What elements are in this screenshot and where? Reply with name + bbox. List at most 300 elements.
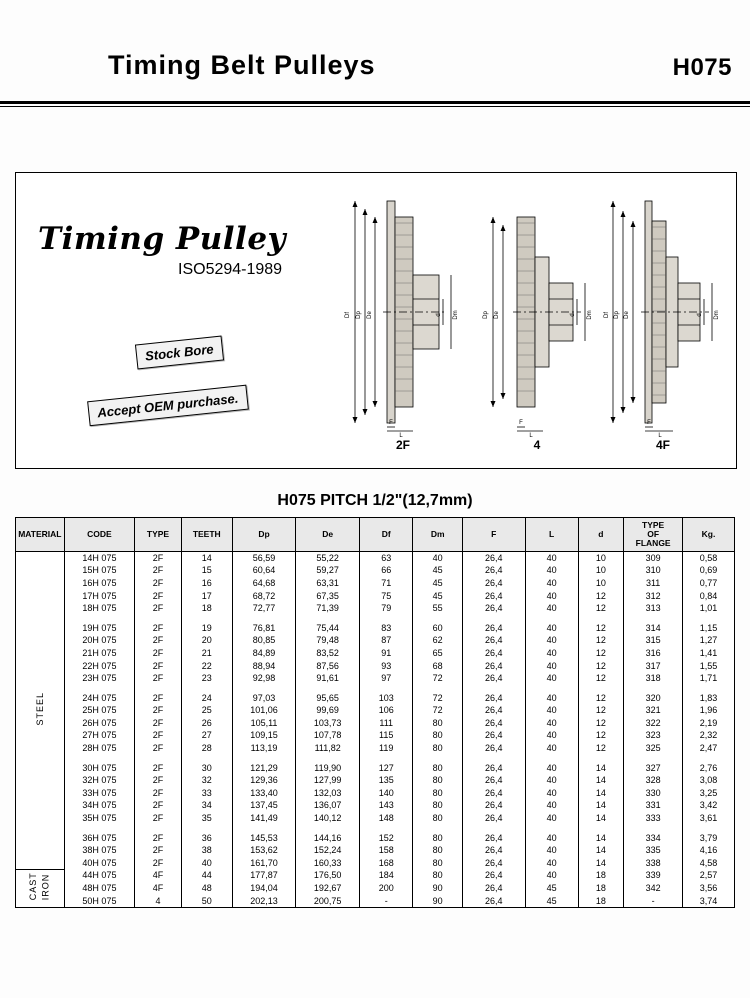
cell-teeth: 35 [181, 812, 232, 825]
cell-teeth: 17 [181, 590, 232, 603]
cell-type: 2F [135, 774, 182, 787]
cell-type: 2F [135, 762, 182, 775]
cell-flange: 330 [624, 787, 683, 800]
table-row [16, 634, 735, 647]
spacer-cell [64, 825, 134, 832]
spacer-cell [360, 685, 413, 692]
cell-l: 40 [525, 717, 578, 730]
cell-df: 158 [360, 844, 413, 857]
cell-flange: 314 [624, 622, 683, 635]
header-d: d [578, 518, 624, 552]
svg-text:d: d [697, 313, 703, 317]
drawing-4 [477, 187, 597, 457]
cell-teeth: 34 [181, 799, 232, 812]
product-code: H075 [672, 54, 732, 81]
technical-drawings [341, 187, 729, 457]
cell-d: 12 [578, 647, 624, 660]
cell-d: 12 [578, 660, 624, 673]
spacer-cell [683, 825, 735, 832]
cell-d: 14 [578, 774, 624, 787]
cell-l: 40 [525, 672, 578, 685]
table-row [16, 812, 735, 825]
spacer-cell [181, 685, 232, 692]
cell-teeth: 38 [181, 844, 232, 857]
cell-type: 2F [135, 799, 182, 812]
cell-flange: 311 [624, 577, 683, 590]
spec-table [15, 517, 735, 908]
cell-l: 40 [525, 704, 578, 717]
cell-dm: 80 [413, 717, 462, 730]
spacer-cell [360, 825, 413, 832]
cell-l: 40 [525, 812, 578, 825]
spacer-cell [683, 755, 735, 762]
header-teeth: TEETH [181, 518, 232, 552]
svg-text:De: De [367, 311, 373, 319]
cell-teeth: 30 [181, 762, 232, 775]
cell-df: 127 [360, 762, 413, 775]
spacer-cell [232, 685, 296, 692]
cell-kg: 2,57 [683, 869, 735, 882]
cell-f: 26,4 [462, 729, 525, 742]
cell-flange: 315 [624, 634, 683, 647]
cell-l: 40 [525, 692, 578, 705]
cell-flange: - [624, 895, 683, 908]
cell-code: 35H 075 [64, 812, 134, 825]
cell-kg: 1,41 [683, 647, 735, 660]
cell-f: 26,4 [462, 717, 525, 730]
cell-code: 26H 075 [64, 717, 134, 730]
cell-code: 30H 075 [64, 762, 134, 775]
header-divider-thin [0, 106, 750, 107]
cell-de: 103,73 [296, 717, 360, 730]
cell-teeth: 23 [181, 672, 232, 685]
table-row [16, 564, 735, 577]
spacer-cell [296, 615, 360, 622]
cell-dp: 121,29 [232, 762, 296, 775]
cell-d: 12 [578, 729, 624, 742]
cell-kg: 2,32 [683, 729, 735, 742]
cell-d: 12 [578, 634, 624, 647]
cell-l: 40 [525, 774, 578, 787]
cell-f: 26,4 [462, 704, 525, 717]
cell-de: 79,48 [296, 634, 360, 647]
cell-teeth: 48 [181, 882, 232, 895]
cell-de: 55,22 [296, 551, 360, 564]
header-divider [0, 101, 750, 104]
spacer-cell [296, 825, 360, 832]
spacer-cell [462, 685, 525, 692]
cell-df: 63 [360, 551, 413, 564]
cell-df: 115 [360, 729, 413, 742]
cell-code: 27H 075 [64, 729, 134, 742]
cell-df: 184 [360, 869, 413, 882]
cell-type: 2F [135, 577, 182, 590]
cell-de: 63,31 [296, 577, 360, 590]
spacer-cell [296, 755, 360, 762]
cell-l: 40 [525, 647, 578, 660]
cell-f: 26,4 [462, 869, 525, 882]
cell-d: 14 [578, 762, 624, 775]
cell-dp: 64,68 [232, 577, 296, 590]
cell-teeth: 50 [181, 895, 232, 908]
cell-f: 26,4 [462, 692, 525, 705]
cell-de: 136,07 [296, 799, 360, 812]
cell-de: 192,67 [296, 882, 360, 895]
header-flange-line3: FLANGE [635, 537, 671, 548]
cell-f: 26,4 [462, 742, 525, 755]
drawing-4-label: 4 [533, 438, 541, 452]
cell-dp: 68,72 [232, 590, 296, 603]
spacer-cell [578, 825, 624, 832]
svg-text:d: d [436, 313, 442, 317]
cell-dp: 113,19 [232, 742, 296, 755]
spacer-cell [578, 685, 624, 692]
cell-dm: 65 [413, 647, 462, 660]
cell-dp: 105,11 [232, 717, 296, 730]
cell-de: 140,12 [296, 812, 360, 825]
cell-type: 4F [135, 869, 182, 882]
cell-dp: 133,40 [232, 787, 296, 800]
spacer-cell [64, 685, 134, 692]
cell-type: 2F [135, 832, 182, 845]
cell-df: 71 [360, 577, 413, 590]
spec-table-wrapper [15, 517, 735, 908]
cell-flange: 309 [624, 551, 683, 564]
spacer-cell [525, 755, 578, 762]
cell-code: 32H 075 [64, 774, 134, 787]
cell-df: 152 [360, 832, 413, 845]
spacer-cell [232, 615, 296, 622]
stock-bore-tag: Stock Bore [135, 336, 224, 370]
cell-dp: 177,87 [232, 869, 296, 882]
table-row [16, 787, 735, 800]
header-type: TYPE [135, 518, 182, 552]
spacer-cell [413, 615, 462, 622]
cell-dm: 90 [413, 882, 462, 895]
cell-l: 40 [525, 799, 578, 812]
cell-f: 26,4 [462, 564, 525, 577]
cell-type: 4F [135, 882, 182, 895]
cell-l: 40 [525, 844, 578, 857]
cell-code: 36H 075 [64, 832, 134, 845]
cell-flange: 320 [624, 692, 683, 705]
spacer-cell [462, 825, 525, 832]
cell-de: 87,56 [296, 660, 360, 673]
svg-text:d: d [570, 313, 576, 317]
table-row [16, 857, 735, 870]
cell-dm: 80 [413, 832, 462, 845]
drawing-4f-label: 4F [655, 438, 670, 452]
cell-de: 132,03 [296, 787, 360, 800]
cell-dp: 92,98 [232, 672, 296, 685]
cell-flange: 321 [624, 704, 683, 717]
cell-flange: 318 [624, 672, 683, 685]
svg-text:L: L [529, 433, 533, 437]
cell-f: 26,4 [462, 762, 525, 775]
cell-flange: 327 [624, 762, 683, 775]
cell-df: 97 [360, 672, 413, 685]
cell-dp: 153,62 [232, 844, 296, 857]
cell-dm: 80 [413, 869, 462, 882]
header-dm: Dm [413, 518, 462, 552]
spacer-cell [624, 825, 683, 832]
cell-teeth: 16 [181, 577, 232, 590]
cell-kg: 1,01 [683, 602, 735, 615]
cell-l: 40 [525, 787, 578, 800]
cell-code: 14H 075 [64, 551, 134, 564]
cell-dm: 55 [413, 602, 462, 615]
cell-flange: 339 [624, 869, 683, 882]
cell-type: 2F [135, 692, 182, 705]
cell-dm: 72 [413, 704, 462, 717]
cell-kg: 4,16 [683, 844, 735, 857]
cell-f: 26,4 [462, 622, 525, 635]
cell-type: 2F [135, 742, 182, 755]
cell-dm: 80 [413, 857, 462, 870]
cell-de: 176,50 [296, 869, 360, 882]
cell-type: 2F [135, 844, 182, 857]
table-row [16, 895, 735, 908]
cell-code: 24H 075 [64, 692, 134, 705]
cell-teeth: 19 [181, 622, 232, 635]
cell-df: - [360, 895, 413, 908]
cell-kg: 3,56 [683, 882, 735, 895]
cell-f: 26,4 [462, 832, 525, 845]
cell-teeth: 24 [181, 692, 232, 705]
spacer-cell [181, 615, 232, 622]
cell-kg: 3,08 [683, 774, 735, 787]
cell-dm: 80 [413, 762, 462, 775]
cell-kg: 0,58 [683, 551, 735, 564]
cell-teeth: 25 [181, 704, 232, 717]
drawing-4-svg [477, 187, 597, 437]
table-row [16, 717, 735, 730]
cell-kg: 3,25 [683, 787, 735, 800]
cell-l: 45 [525, 882, 578, 895]
svg-text:Df: Df [345, 312, 351, 318]
cell-df: 200 [360, 882, 413, 895]
svg-text:F: F [647, 420, 651, 426]
oem-purchase-tag: Accept OEM purchase. [87, 385, 248, 427]
cell-dp: 194,04 [232, 882, 296, 895]
svg-text:Dm: Dm [587, 310, 593, 320]
cell-teeth: 33 [181, 787, 232, 800]
cell-dp: 129,36 [232, 774, 296, 787]
cell-l: 40 [525, 762, 578, 775]
cell-flange: 322 [624, 717, 683, 730]
spacer-cell [296, 685, 360, 692]
table-row [16, 762, 735, 775]
cell-f: 26,4 [462, 787, 525, 800]
cell-de: 200,75 [296, 895, 360, 908]
header-f: F [462, 518, 525, 552]
cell-dp: 60,64 [232, 564, 296, 577]
svg-text:Dp: Dp [614, 311, 620, 319]
cell-dm: 80 [413, 787, 462, 800]
spacer-cell [624, 685, 683, 692]
cell-dp: 80,85 [232, 634, 296, 647]
cell-d: 18 [578, 869, 624, 882]
cell-code: 21H 075 [64, 647, 134, 660]
cell-f: 26,4 [462, 551, 525, 564]
table-row [16, 742, 735, 755]
cell-type: 2F [135, 704, 182, 717]
cell-df: 93 [360, 660, 413, 673]
cell-flange: 316 [624, 647, 683, 660]
cell-dm: 80 [413, 812, 462, 825]
cell-type: 2F [135, 634, 182, 647]
cell-type: 2F [135, 729, 182, 742]
cell-d: 18 [578, 882, 624, 895]
header-flange-line2: OF [647, 528, 660, 539]
spacer-cell [683, 685, 735, 692]
cell-df: 143 [360, 799, 413, 812]
cell-flange: 312 [624, 590, 683, 603]
cell-code: 17H 075 [64, 590, 134, 603]
cell-df: 111 [360, 717, 413, 730]
cell-dm: 45 [413, 577, 462, 590]
cell-flange: 328 [624, 774, 683, 787]
cell-l: 40 [525, 742, 578, 755]
cell-dm: 62 [413, 634, 462, 647]
cell-teeth: 21 [181, 647, 232, 660]
header-material: MATERIAL [16, 518, 65, 552]
spacer-cell [360, 755, 413, 762]
cell-de: 99,69 [296, 704, 360, 717]
spacer-cell [181, 755, 232, 762]
cell-dp: 145,53 [232, 832, 296, 845]
cell-d: 10 [578, 551, 624, 564]
standard-label: ISO5294-1989 [178, 261, 283, 278]
cell-dm: 72 [413, 692, 462, 705]
cell-df: 119 [360, 742, 413, 755]
cell-df: 106 [360, 704, 413, 717]
cell-l: 40 [525, 869, 578, 882]
cell-l: 40 [525, 729, 578, 742]
table-spacer-row [16, 615, 735, 622]
cell-kg: 3,74 [683, 895, 735, 908]
spacer-cell [624, 755, 683, 762]
cell-d: 14 [578, 857, 624, 870]
svg-text:Dp: Dp [483, 311, 489, 319]
cell-flange: 334 [624, 832, 683, 845]
cell-de: 95,65 [296, 692, 360, 705]
table-row [16, 672, 735, 685]
cell-l: 40 [525, 660, 578, 673]
cell-df: 66 [360, 564, 413, 577]
cell-dp: 88,94 [232, 660, 296, 673]
cell-kg: 3,42 [683, 799, 735, 812]
cell-df: 140 [360, 787, 413, 800]
cell-f: 26,4 [462, 895, 525, 908]
cell-df: 83 [360, 622, 413, 635]
cell-dp: 97,03 [232, 692, 296, 705]
cell-code: 16H 075 [64, 577, 134, 590]
cell-df: 91 [360, 647, 413, 660]
spacer-cell [135, 615, 182, 622]
table-spacer-row [16, 825, 735, 832]
cell-d: 10 [578, 564, 624, 577]
cell-code: 44H 075 [64, 869, 134, 882]
table-row [16, 774, 735, 787]
cell-dm: 80 [413, 774, 462, 787]
header-dp: Dp [232, 518, 296, 552]
header-l: L [525, 518, 578, 552]
spec-table-head [16, 518, 735, 552]
cell-flange: 325 [624, 742, 683, 755]
spacer-cell [413, 685, 462, 692]
cell-d: 14 [578, 844, 624, 857]
drawing-2f [343, 187, 463, 457]
cell-de: 119,90 [296, 762, 360, 775]
cell-de: 59,27 [296, 564, 360, 577]
cell-l: 45 [525, 895, 578, 908]
cell-type: 2F [135, 672, 182, 685]
cell-type: 2F [135, 647, 182, 660]
table-row [16, 882, 735, 895]
header-flange-type [624, 518, 683, 552]
table-row [16, 844, 735, 857]
svg-text:Dm: Dm [453, 310, 459, 320]
cell-dm: 60 [413, 622, 462, 635]
cell-de: 152,24 [296, 844, 360, 857]
cell-d: 12 [578, 602, 624, 615]
cell-f: 26,4 [462, 799, 525, 812]
cell-kg: 0,69 [683, 564, 735, 577]
spacer-cell [525, 615, 578, 622]
cell-de: 83,52 [296, 647, 360, 660]
cell-d: 14 [578, 832, 624, 845]
cell-dp: 161,70 [232, 857, 296, 870]
cell-material [16, 551, 65, 869]
spacer-cell [232, 755, 296, 762]
cell-type: 2F [135, 590, 182, 603]
svg-text:Dp: Dp [356, 311, 362, 319]
cell-dp: 137,45 [232, 799, 296, 812]
cell-dp: 109,15 [232, 729, 296, 742]
cell-flange: 342 [624, 882, 683, 895]
spacer-cell [525, 685, 578, 692]
cell-f: 26,4 [462, 577, 525, 590]
cell-type: 2F [135, 717, 182, 730]
cell-teeth: 27 [181, 729, 232, 742]
svg-text:De: De [494, 311, 500, 319]
table-row [16, 647, 735, 660]
spec-table-body [16, 551, 735, 907]
header-df: Df [360, 518, 413, 552]
cell-df: 87 [360, 634, 413, 647]
spacer-cell [135, 825, 182, 832]
cell-code: 22H 075 [64, 660, 134, 673]
spacer-cell [462, 615, 525, 622]
cell-df: 79 [360, 602, 413, 615]
table-row [16, 729, 735, 742]
cell-kg: 1,15 [683, 622, 735, 635]
cell-f: 26,4 [462, 857, 525, 870]
cell-d: 10 [578, 577, 624, 590]
cell-code: 18H 075 [64, 602, 134, 615]
svg-text:F: F [389, 420, 393, 426]
cell-d: 12 [578, 692, 624, 705]
cell-d: 14 [578, 812, 624, 825]
svg-text:L: L [658, 433, 662, 437]
cell-df: 75 [360, 590, 413, 603]
cell-flange: 323 [624, 729, 683, 742]
cell-teeth: 18 [181, 602, 232, 615]
cell-df: 103 [360, 692, 413, 705]
cell-d: 14 [578, 799, 624, 812]
cell-dm: 45 [413, 564, 462, 577]
